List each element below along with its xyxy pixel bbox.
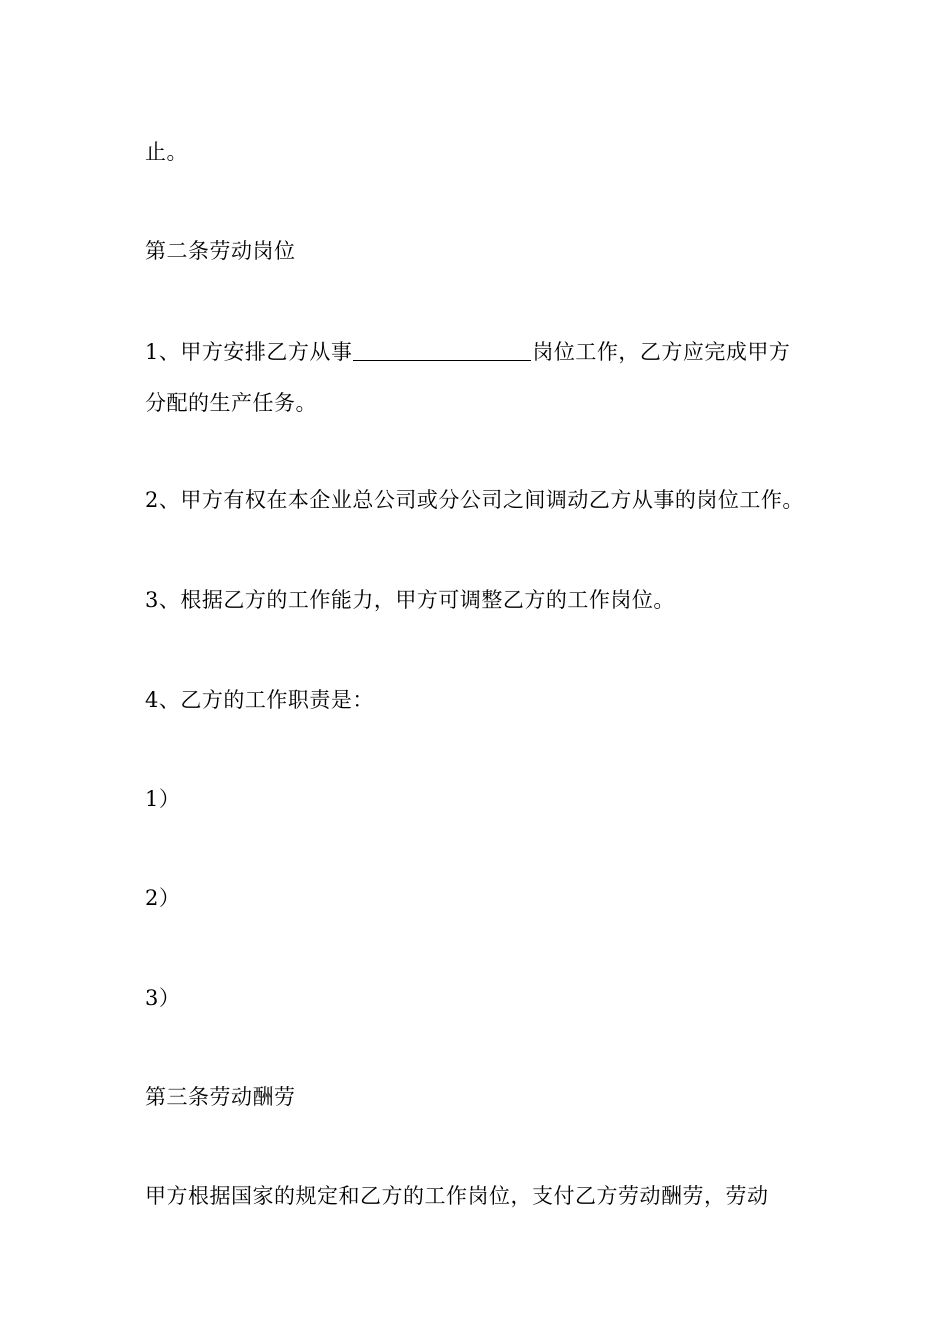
item-1-text-before-blank: 1、甲方安排乙方从事 — [145, 340, 353, 364]
duty-item-1: 1） — [145, 787, 181, 811]
article-2-item-3: 3、根据乙方的工作能力，甲方可调整乙方的工作岗位。 — [145, 588, 675, 612]
duty-item-3: 3） — [145, 986, 181, 1010]
continuation-text: 止。 — [145, 140, 188, 164]
article-2-item-1-continuation: 分配的生产任务。 — [145, 391, 317, 415]
article-3-paragraph-1: 甲方根据国家的规定和乙方的工作岗位，支付乙方劳动酬劳，劳动 — [145, 1184, 769, 1208]
article-3-heading: 第三条劳动酬劳 — [145, 1085, 296, 1109]
article-2-item-1 — [145, 338, 790, 366]
article-2-item-4: 4、乙方的工作职责是： — [145, 688, 374, 712]
position-blank-field — [353, 338, 531, 361]
item-1-text-after-blank: 岗位工作，乙方应完成甲方 — [532, 340, 791, 364]
article-2-item-2: 2、甲方有权在本企业总公司或分公司之间调动乙方从事的岗位工作。 — [145, 488, 804, 512]
duty-item-2: 2） — [145, 886, 181, 910]
article-2-heading: 第二条劳动岗位 — [145, 239, 296, 263]
